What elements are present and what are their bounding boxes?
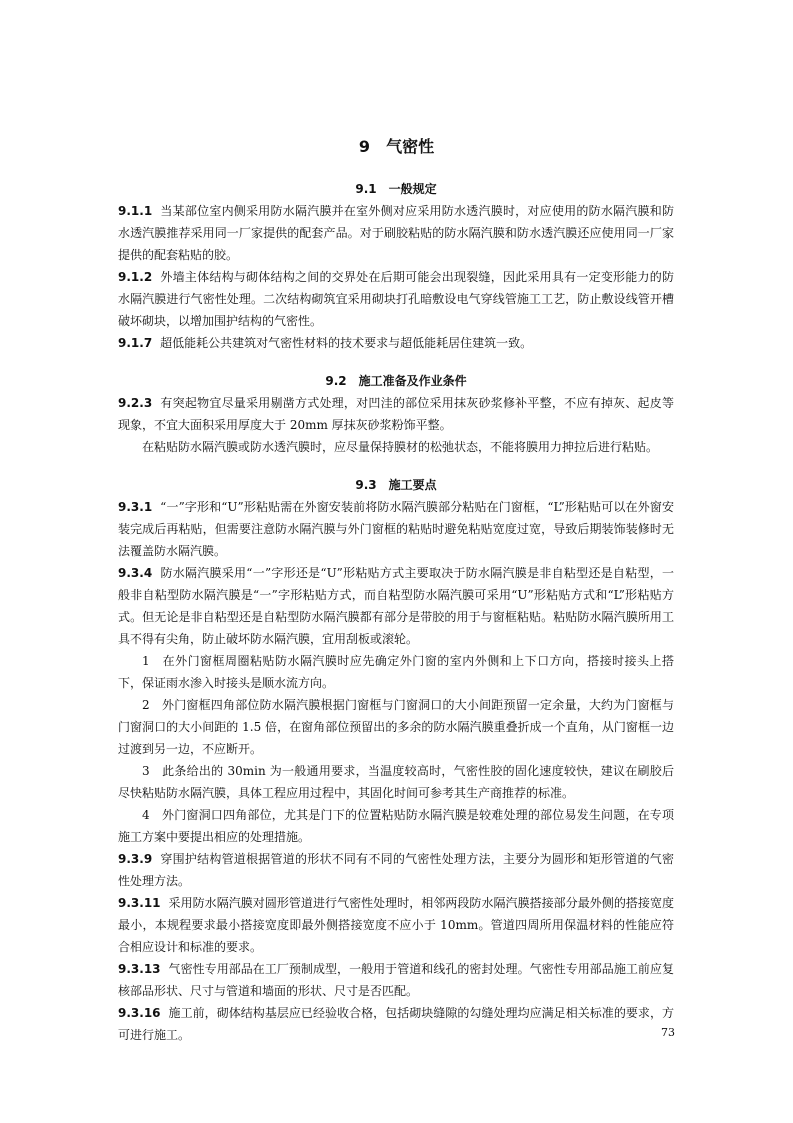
chapter-title	[0, 134, 793, 157]
page-number: 73	[661, 1026, 675, 1039]
section-number: 9.3	[355, 478, 377, 492]
clause-text: 气密性专用部品在工厂预制成型，一般用于管道和线孔的密封处理。气密性专用部品施工前应复核部品形状、尺寸与管道和墙面的形状、尺寸是否匹配。	[118, 962, 674, 998]
section-gap	[118, 354, 674, 370]
clause-paragraph	[118, 266, 674, 332]
clause-paragraph	[118, 200, 674, 266]
clause-text: “一”字形和“U”形粘贴需在外窗安装前将防水隔汽膜部分粘贴在门窗框，“L”形粘贴可以在外窗安装完成后再粘贴，但需要注意防水隔汽膜与外门窗框的粘贴时避免粘贴宽度过宽，导致后期装饰装修时无法覆盖防水隔汽膜。	[118, 500, 674, 558]
section-number: 9.1	[355, 182, 377, 196]
clause-paragraph	[118, 958, 674, 1002]
clause-paragraph	[118, 496, 674, 562]
clause-number: 9.3.9	[118, 852, 153, 866]
item-text: 1 在外门窗框周圈粘贴防水隔汽膜时应先确定外门窗的室内外侧和上下口方向，搭接时接头上搭下，保证雨水渗入时接头是顺水流方向。	[118, 654, 674, 690]
numbered-item	[118, 760, 674, 804]
section-title	[118, 370, 674, 392]
section-title-text: 施工准备及作业条件	[358, 374, 467, 388]
clause-text: 穿围护结构管道根据管道的形状不同有不同的气密性处理方法，主要分为圆形和矩形管道的气密性处理方法。	[118, 852, 674, 888]
clause-number: 9.1.7	[118, 336, 153, 350]
numbered-item	[118, 694, 674, 760]
numbered-item	[118, 650, 674, 694]
clause-text: 当某部位室内侧采用防水隔汽膜并在室外侧对应采用防水透汽膜时，对应使用的防水隔汽膜和防水透汽膜推荐采用同一厂家提供的配套产品。对于刷胶粘贴的防水隔汽膜和防水透汽膜还应使用同一厂家提供的配套粘贴的胶。	[118, 204, 674, 262]
section-title	[118, 474, 674, 496]
clause-number: 9.3.1	[118, 500, 153, 514]
clause-paragraph	[118, 1002, 674, 1046]
clause-number: 9.3.4	[118, 566, 153, 580]
clause-text: 有突起物宜尽量采用剔凿方式处理，对凹洼的部位采用抹灰砂浆修补平整，不应有掉灰、起皮等现象，不宜大面积采用厚度大于 20mm 厚抹灰砂浆粉饰平整。	[118, 396, 674, 432]
clause-number: 9.2.3	[118, 396, 153, 410]
item-text: 4 外门窗洞口四角部位，尤其是门下的位置粘贴防水隔汽膜是较难处理的部位易发生问题，在专项施工方案中要提出相应的处理措施。	[118, 808, 674, 844]
clause-text: 防水隔汽膜采用“一”字形还是“U”形粘贴方式主要取决于防水隔汽膜是非自粘型还是自粘型，一般非自粘型防水隔汽膜是“一”字形粘贴方式，而自粘型防水隔汽膜可采用“U”形粘贴方式和“L”形粘贴方式。但无论是非自粘型还是自粘型防水隔汽膜都有部分是带胶的用于与窗框粘贴。粘贴防水隔汽膜所用工具不得有尖角，防止破坏防水隔汽膜，宜用刮板或滚轮。	[118, 566, 674, 646]
clause-number: 9.1.2	[118, 270, 153, 284]
numbered-item	[118, 804, 674, 848]
section-gap	[118, 458, 674, 474]
clause-number: 9.1.1	[118, 204, 153, 218]
clause-paragraph	[118, 392, 674, 436]
item-text: 2 外门窗框四角部位防水隔汽膜根据门窗框与门窗洞口的大小间距预留一定余量，大约为门窗框与门窗洞口的大小间距的 1.5 倍，在窗角部位预留出的多余的防水隔汽膜重叠折成一个直角，从门窗框一边过渡到另一边，不应断开。	[118, 698, 674, 756]
clause-number: 9.3.11	[118, 896, 161, 910]
chapter-number: 9	[358, 137, 371, 156]
item-text: 3 此条给出的 30min 为一般通用要求，当温度较高时，气密性胶的固化速度较快，建议在刷胶后尽快粘贴防水隔汽膜，具体工程应用过程中，其固化时间可参考其生产商推荐的标准。	[118, 764, 674, 800]
content	[118, 178, 674, 1046]
clause-paragraph	[118, 848, 674, 892]
clause-text: 采用防水隔汽膜对圆形管道进行气密性处理时，相邻两段防水隔汽膜搭接部分最外侧的搭接宽度最小，本规程要求最小搭接宽度即最外侧搭接宽度不应小于 10mm。管道四周所用保温材料的性能应符合相应设计和标准的要求。	[118, 896, 674, 954]
indented-paragraph	[118, 436, 674, 458]
paragraph-text: 在粘贴防水隔汽膜或防水透汽膜时，应尽量保持膜材的松弛状态，不能将膜用力抻拉后进行粘贴。	[142, 440, 659, 454]
clause-paragraph	[118, 332, 674, 354]
chapter-title-text: 气密性	[386, 137, 435, 156]
clause-number: 9.3.13	[118, 962, 161, 976]
clause-paragraph	[118, 562, 674, 650]
clause-text: 超低能耗公共建筑对气密性材料的技术要求与超低能耗居住建筑一致。	[160, 336, 533, 350]
clause-paragraph	[118, 892, 674, 958]
section-title-text: 一般规定	[388, 182, 437, 196]
clause-number: 9.3.16	[118, 1006, 161, 1020]
clause-text: 外墙主体结构与砌体结构之间的交界处在后期可能会出现裂缝，因此采用具有一定变形能力的防水隔汽膜进行气密性处理。二次结构砌筑宜采用砌块打孔暗敷设电气穿线管施工工艺，防止敷设线管开槽破坏砌块，以增加围护结构的气密性。	[118, 270, 674, 328]
section-title	[118, 178, 674, 200]
section-number: 9.2	[325, 374, 347, 388]
section-title-text: 施工要点	[388, 478, 437, 492]
clause-text: 施工前，砌体结构基层应已经验收合格，包括砌块缝隙的勾缝处理均应满足相关标准的要求，方可进行施工。	[118, 1006, 674, 1042]
